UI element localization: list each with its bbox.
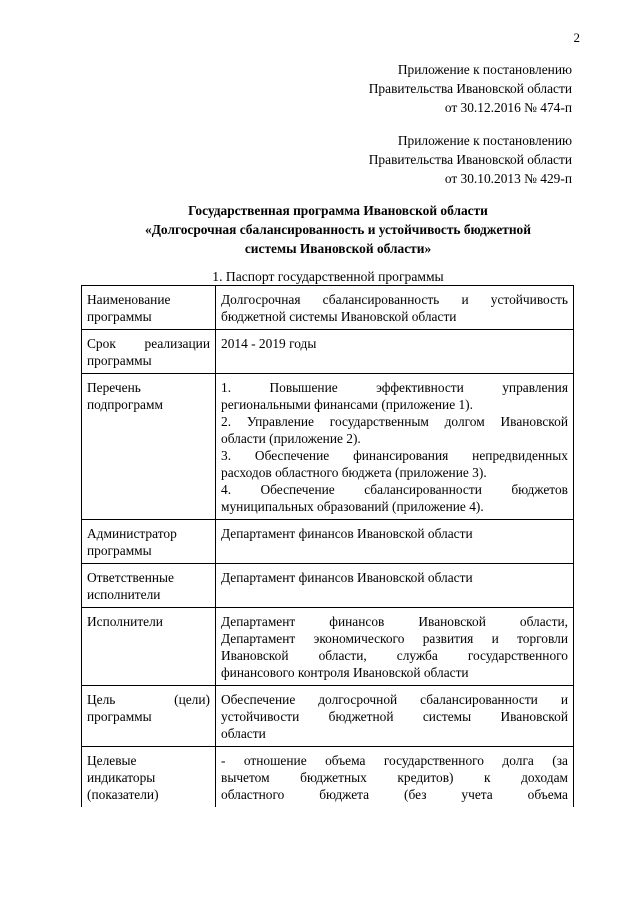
passport-row-label	[82, 747, 216, 808]
appendix-line: Приложение к постановлению	[397, 62, 572, 77]
page-number: 2	[573, 30, 580, 45]
value-line: 3. Обеспечение финансирования непредвиденных	[221, 448, 568, 463]
passport-table-body	[82, 286, 574, 808]
passport-row-label	[82, 520, 216, 564]
passport-row-value	[216, 374, 574, 520]
value-line: муниципальных образований (приложение 4).	[221, 499, 484, 514]
passport-row	[82, 520, 574, 564]
label-line: программы	[87, 353, 152, 368]
title-line: Государственная программа Ивановской области	[188, 203, 488, 218]
label-line: программы	[87, 709, 152, 724]
value-line: финансового контроля Ивановской области	[221, 665, 469, 680]
label-line: индикаторы	[87, 770, 156, 785]
passport-row-label	[82, 686, 216, 747]
value-line: бюджетной системы Ивановской области	[221, 309, 457, 324]
document-title	[78, 201, 598, 258]
value-line: Департамент финансов Ивановской области	[221, 570, 473, 585]
passport-row-value	[216, 330, 574, 374]
value-line: Долгосрочная сбалансированность и устойчивость	[221, 292, 568, 307]
label-line: Исполнители	[87, 614, 163, 629]
passport-row	[82, 286, 574, 330]
passport-row-value	[216, 286, 574, 330]
title-line: «Долгосрочная сбалансированность и устойчивость бюджетной	[145, 222, 531, 237]
passport-row-value	[216, 608, 574, 686]
section-title: 1. Паспорт государственной программы	[212, 269, 444, 284]
appendix-line: Приложение к постановлению	[397, 133, 572, 148]
label-line: (показатели)	[87, 787, 159, 802]
passport-row-label	[82, 608, 216, 686]
value-line: 2. Управление государственным долгом Ивановской	[221, 414, 568, 429]
value-line: Департамент финансов Ивановской области	[221, 526, 473, 541]
appendix-line: от 30.10.2013 № 429-п	[444, 171, 572, 186]
label-line: Перечень	[87, 380, 141, 395]
label-line: Администратор	[87, 526, 177, 541]
passport-row-label	[82, 330, 216, 374]
value-line: Департамент финансов Ивановской области,	[221, 614, 568, 629]
value-line: области (приложение 2).	[221, 431, 361, 446]
label-line: Ответственные	[87, 570, 174, 585]
value-line: Департамент экономического развития и торговли	[221, 631, 568, 646]
value-line: 4. Обеспечение сбалансированности бюджетов	[221, 482, 568, 497]
appendix-note-original	[300, 131, 572, 188]
value-line: - отношение объема государственного долга (за	[221, 753, 568, 768]
label-line: подпрограмм	[87, 397, 163, 412]
appendix-line: от 30.12.2016 № 474-п	[444, 100, 572, 115]
value-line: областного бюджета (без учета объема	[221, 787, 568, 802]
passport-row-value	[216, 564, 574, 608]
label-line: Целевые	[87, 753, 137, 768]
passport-row-value	[216, 747, 574, 808]
value-line: устойчивости бюджетной системы Ивановской	[221, 709, 568, 724]
value-line: области	[221, 726, 266, 741]
appendix-line: Правительства Ивановской области	[368, 81, 572, 96]
passport-row	[82, 608, 574, 686]
value-line: Ивановской области, служба государственного	[221, 648, 568, 663]
passport-row	[82, 564, 574, 608]
label-line: Цель (цели)	[87, 692, 210, 707]
value-line: 1. Повышение эффективности управления	[221, 380, 568, 395]
label-line: Наименование	[87, 292, 171, 307]
passport-row	[82, 747, 574, 808]
title-line: системы Ивановской области»	[244, 241, 432, 256]
value-line: 2014 - 2019 годы	[221, 336, 317, 351]
value-line: расходов областного бюджета (приложение 3).	[221, 465, 487, 480]
passport-row-label	[82, 286, 216, 330]
appendix-note-current	[300, 60, 572, 117]
value-line: Обеспечение долгосрочной сбалансированности и	[221, 692, 568, 707]
value-line: региональными финансами (приложение 1).	[221, 397, 473, 412]
passport-row	[82, 374, 574, 520]
passport-row-value	[216, 686, 574, 747]
passport-row-value	[216, 520, 574, 564]
label-line: программы	[87, 543, 152, 558]
value-line: вычетом бюджетных кредитов) к доходам	[221, 770, 568, 785]
label-line: программы	[87, 309, 152, 324]
appendix-line: Правительства Ивановской области	[368, 152, 572, 167]
label-line: исполнители	[87, 587, 161, 602]
passport-row-label	[82, 374, 216, 520]
passport-row	[82, 330, 574, 374]
passport-row-label	[82, 564, 216, 608]
passport-row	[82, 686, 574, 747]
label-line: Срок реализации	[87, 336, 210, 351]
program-passport-table	[81, 285, 574, 807]
